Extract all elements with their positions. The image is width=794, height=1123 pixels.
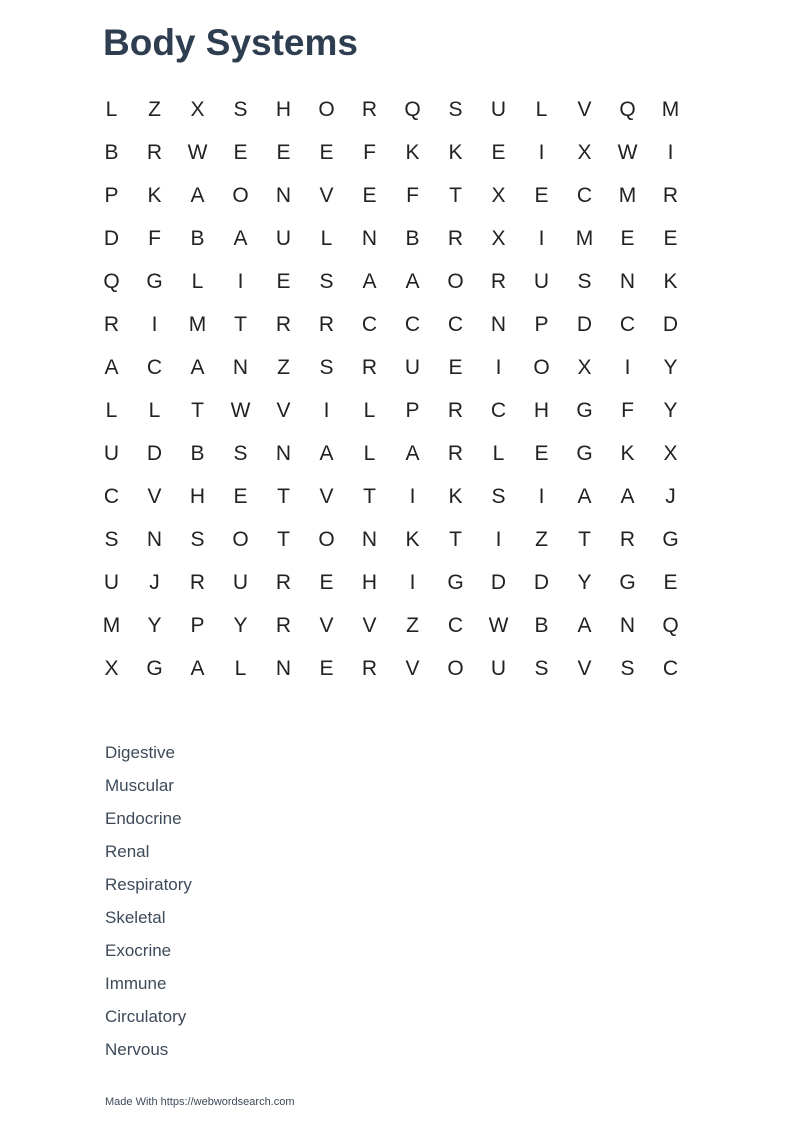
grid-letter: V [319, 484, 334, 508]
grid-letter: Q [103, 269, 120, 293]
grid-letter: M [618, 183, 637, 207]
grid-letter: E [620, 226, 635, 250]
grid-letter: S [319, 355, 334, 379]
grid-letter: P [405, 398, 420, 422]
grid-letter: G [619, 570, 636, 594]
grid-letter: U [533, 269, 550, 293]
grid-letter: V [319, 183, 334, 207]
grid-letter: Z [406, 613, 419, 637]
grid-letter: S [491, 484, 506, 508]
grid-letter: Z [277, 355, 290, 379]
grid-letter: O [447, 269, 464, 293]
grid-letter: S [534, 656, 549, 680]
grid-letter: Z [148, 97, 161, 121]
grid-letter: I [409, 570, 416, 594]
grid-letter: N [232, 355, 249, 379]
grid-letter: R [662, 183, 679, 207]
grid-letter: N [361, 226, 378, 250]
grid-letter: M [102, 613, 121, 637]
grid-letter: F [363, 140, 376, 164]
grid-letter: R [490, 269, 507, 293]
grid-letter: U [490, 97, 507, 121]
grid-letter: O [318, 97, 335, 121]
grid-letter: N [619, 613, 636, 637]
grid-letter: V [577, 97, 592, 121]
grid-letter: P [190, 613, 205, 637]
grid-letter: D [146, 441, 163, 465]
grid-letter: E [319, 656, 334, 680]
grid-letter: R [447, 226, 464, 250]
grid-letter: K [405, 527, 420, 551]
grid-letter: C [619, 312, 636, 336]
grid-letter: D [662, 312, 679, 336]
grid-letter: E [534, 441, 549, 465]
grid-letter: E [448, 355, 463, 379]
grid-letter: E [663, 226, 678, 250]
grid-letter: Z [535, 527, 548, 551]
grid-letter: L [320, 226, 333, 250]
grid-letter: A [319, 441, 334, 465]
grid-letter: N [490, 312, 507, 336]
grid-letter: W [617, 140, 638, 164]
grid-letter: F [148, 226, 161, 250]
grid-letter: M [188, 312, 207, 336]
grid-letter: U [103, 570, 120, 594]
grid-letter: Q [404, 97, 421, 121]
grid-letter: C [447, 613, 464, 637]
grid-letter: S [319, 269, 334, 293]
grid-letter: V [276, 398, 291, 422]
grid-letter: T [578, 527, 591, 551]
grid-letter: C [447, 312, 464, 336]
grid-letter: E [362, 183, 377, 207]
grid-letter: E [319, 140, 334, 164]
grid-letter: C [361, 312, 378, 336]
grid-letter: R [361, 656, 378, 680]
grid-letter: B [104, 140, 119, 164]
grid-letter: J [149, 570, 160, 594]
grid-letter: A [190, 355, 205, 379]
word-list-item: Digestive [105, 743, 175, 762]
grid-letter: I [151, 312, 158, 336]
grid-letter: H [189, 484, 206, 508]
grid-letter: T [363, 484, 376, 508]
grid-letter: S [448, 97, 463, 121]
grid-letter: D [533, 570, 550, 594]
grid-letter: C [404, 312, 421, 336]
grid-letter: D [490, 570, 507, 594]
grid-letter: S [620, 656, 635, 680]
grid-letter: N [275, 441, 292, 465]
grid-letter: N [275, 656, 292, 680]
grid-letter: D [576, 312, 593, 336]
grid-letter: W [230, 398, 251, 422]
word-list [105, 736, 192, 1066]
grid-letter: L [363, 398, 376, 422]
grid-letter: O [232, 527, 249, 551]
grid-letter: S [233, 97, 248, 121]
grid-letter: X [577, 140, 592, 164]
grid-letter: Y [147, 613, 162, 637]
grid-letter: L [535, 97, 548, 121]
grid-letter: V [362, 613, 377, 637]
word-list-item: Nervous [105, 1040, 169, 1059]
grid-letter: O [447, 656, 464, 680]
page-title: Body Systems [103, 22, 358, 63]
grid-letter: E [233, 140, 248, 164]
grid-letter: E [233, 484, 248, 508]
grid-letter: U [275, 226, 292, 250]
grid-letter: T [277, 484, 290, 508]
footer-credit: Made With https://webwordsearch.com [105, 1096, 295, 1108]
grid-letter: R [146, 140, 163, 164]
grid-letter: X [663, 441, 678, 465]
word-list-item: Circulatory [105, 1007, 187, 1026]
grid-letter: B [534, 613, 549, 637]
grid-letter: K [147, 183, 162, 207]
grid-letter: S [233, 441, 248, 465]
grid-letter: R [361, 355, 378, 379]
grid-letter: G [146, 656, 163, 680]
grid-letter: R [103, 312, 120, 336]
grid-letter: C [662, 656, 679, 680]
grid-letter: H [275, 97, 292, 121]
grid-letter: Q [619, 97, 636, 121]
grid-letter: Y [577, 570, 592, 594]
word-list-item: Skeletal [105, 908, 166, 927]
grid-letter: R [275, 312, 292, 336]
grid-letter: X [577, 355, 592, 379]
grid-letter: F [621, 398, 634, 422]
grid-letter: G [576, 441, 593, 465]
grid-letter: N [146, 527, 163, 551]
grid-letter: I [495, 355, 502, 379]
grid-letter: K [448, 140, 463, 164]
grid-letter: H [361, 570, 378, 594]
grid-letter: T [234, 312, 247, 336]
grid-letter: Y [663, 398, 678, 422]
grid-letter: K [405, 140, 420, 164]
grid-letter: S [190, 527, 205, 551]
grid-letter: L [363, 441, 376, 465]
grid-letter: Q [662, 613, 679, 637]
grid-letter: R [447, 441, 464, 465]
grid-letter: C [490, 398, 507, 422]
grid-letter: E [319, 570, 334, 594]
grid-letter: A [620, 484, 635, 508]
grid-letter: Y [663, 355, 678, 379]
grid-letter: U [490, 656, 507, 680]
grid-letter: P [104, 183, 119, 207]
grid-letter: V [577, 656, 592, 680]
grid-letter: C [146, 355, 163, 379]
grid-letter: N [361, 527, 378, 551]
grid-letter: N [619, 269, 636, 293]
grid-letter: A [577, 613, 592, 637]
word-list-item: Endocrine [105, 809, 182, 828]
letter-grid [90, 88, 692, 690]
grid-letter: L [105, 97, 118, 121]
grid-letter: I [237, 269, 244, 293]
grid-letter: A [190, 656, 205, 680]
grid-letter: L [148, 398, 161, 422]
grid-letter: A [362, 269, 377, 293]
grid-letter: G [576, 398, 593, 422]
grid-letter: M [661, 97, 680, 121]
grid-letter: X [491, 183, 506, 207]
grid-letter: I [538, 140, 545, 164]
grid-letter: A [190, 183, 205, 207]
grid-letter: K [620, 441, 635, 465]
grid-letter: T [191, 398, 204, 422]
grid-letter: I [667, 140, 674, 164]
grid-letter: R [189, 570, 206, 594]
grid-letter: P [534, 312, 549, 336]
grid-letter: L [234, 656, 247, 680]
grid-letter: I [495, 527, 502, 551]
grid-letter: O [318, 527, 335, 551]
grid-letter: A [104, 355, 119, 379]
grid-letter: R [447, 398, 464, 422]
grid-letter: W [187, 140, 208, 164]
grid-letter: G [146, 269, 163, 293]
grid-letter: S [104, 527, 119, 551]
grid-letter: I [323, 398, 330, 422]
grid-letter: I [538, 226, 545, 250]
grid-letter: L [492, 441, 505, 465]
grid-letter: R [318, 312, 335, 336]
grid-letter: O [533, 355, 550, 379]
grid-letter: R [619, 527, 636, 551]
grid-letter: E [663, 570, 678, 594]
grid-letter: R [361, 97, 378, 121]
grid-letter: O [232, 183, 249, 207]
grid-letter: H [533, 398, 550, 422]
grid-letter: T [449, 527, 462, 551]
grid-letter: E [276, 140, 291, 164]
grid-letter: C [103, 484, 120, 508]
grid-letter: R [275, 570, 292, 594]
grid-letter: U [404, 355, 421, 379]
grid-letter: W [488, 613, 509, 637]
grid-letter: X [491, 226, 506, 250]
grid-letter: I [409, 484, 416, 508]
grid-letter: U [232, 570, 249, 594]
word-list-item: Exocrine [105, 941, 172, 960]
grid-letter: A [405, 269, 420, 293]
grid-letter: E [491, 140, 506, 164]
word-list-item: Renal [105, 842, 150, 861]
grid-letter: I [624, 355, 631, 379]
grid-letter: K [663, 269, 678, 293]
grid-letter: S [577, 269, 592, 293]
grid-letter: B [190, 226, 205, 250]
grid-letter: B [405, 226, 420, 250]
grid-letter: T [449, 183, 462, 207]
word-list-item: Respiratory [105, 875, 192, 894]
grid-letter: A [405, 441, 420, 465]
grid-letter: T [277, 527, 290, 551]
grid-letter: J [665, 484, 676, 508]
grid-letter: E [276, 269, 291, 293]
grid-letter: X [190, 97, 205, 121]
grid-letter: C [576, 183, 593, 207]
grid-letter: L [105, 398, 118, 422]
word-list-item: Immune [105, 974, 167, 993]
grid-letter: K [448, 484, 463, 508]
grid-letter: E [534, 183, 549, 207]
grid-letter: U [103, 441, 120, 465]
grid-letter: G [662, 527, 679, 551]
word-list-item: Muscular [105, 776, 174, 795]
grid-letter: R [275, 613, 292, 637]
grid-letter: B [190, 441, 205, 465]
grid-letter: I [538, 484, 545, 508]
grid-letter: Y [233, 613, 248, 637]
grid-letter: D [103, 226, 120, 250]
grid-letter: V [405, 656, 420, 680]
grid-letter: A [233, 226, 248, 250]
grid-letter: L [191, 269, 204, 293]
grid-letter: X [104, 656, 119, 680]
grid-letter: M [575, 226, 594, 250]
grid-letter: F [406, 183, 419, 207]
grid-letter: V [319, 613, 334, 637]
grid-letter: A [577, 484, 592, 508]
grid-letter: V [147, 484, 162, 508]
grid-letter: G [447, 570, 464, 594]
grid-letter: N [275, 183, 292, 207]
